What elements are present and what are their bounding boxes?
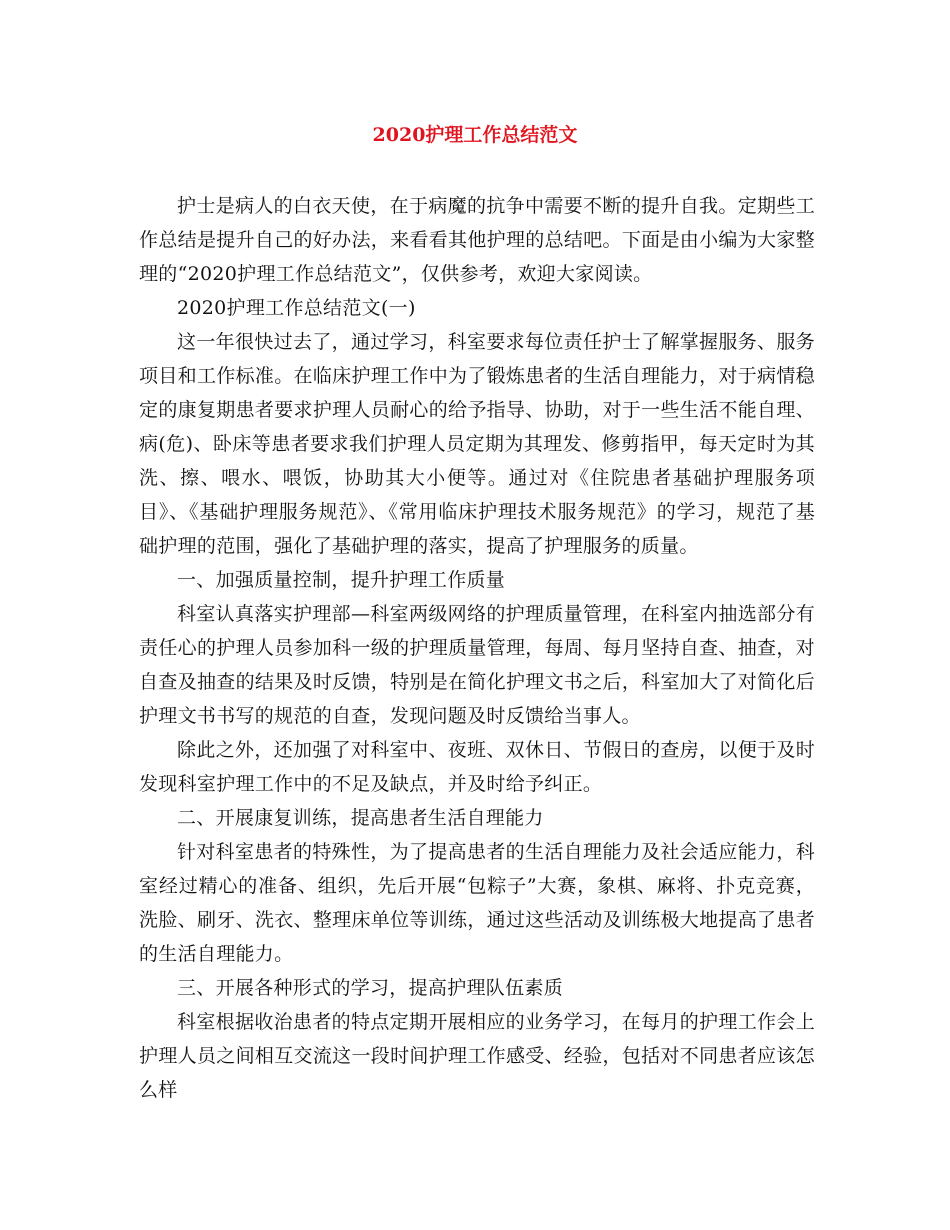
body-paragraph-ward-rounds: 除此之外，还加强了对科室中、夜班、双休日、节假日的查房，以便于及时发现科室护理工作中的不足及缺点，并及时给予纠正。 xyxy=(139,739,815,795)
document-body xyxy=(139,189,815,1107)
document-title: 2020护理工作总结范文 xyxy=(372,124,578,146)
section-heading-rehabilitation: 二、开展康复训练，提高患者生活自理能力 xyxy=(177,807,544,829)
body-paragraph-overview: 这一年很快过去了，通过学习，科室要求每位责任护士了解掌握服务、服务项目和工作标准。在临床护理工作中为了锻炼患者的生活自理能力，对于病情稳定的康复期患者要求护理人员耐心的给予指导、协助，对于一些生活不能自理、病(危)、卧床等患者要求我们护理人员定期为其理发、修剪指甲，每天定时为其洗、擦、喂水、喂饭，协助其大小便等。通过对《住院患者基础护理服务项目》、《基础护理服务规范》、《常用临床护理技术服务规范》的学习，规范了基础护理的范围，强化了基础护理的落实，提高了护理服务的质量。 xyxy=(139,331,815,557)
section-heading-learning: 三、开展各种形式的学习，提高护理队伍素质 xyxy=(177,977,564,999)
body-paragraph-rehabilitation: 针对科室患者的特殊性，为了提高患者的生活自理能力及社会适应能力，科室经过精心的准备、组织，先后开展“包粽子”大赛，象棋、麻将、扑克竞赛，洗脸、刷牙、洗衣、整理床单位等训练，通过这些活动及训练极大地提高了患者的生活自理能力。 xyxy=(139,841,815,965)
body-paragraph-quality-control: 科室认真落实护理部—科室两级网络的护理质量管理，在科室内抽选部分有责任心的护理人员参加科一级的护理质量管理，每周、每月坚持自查、抽查，对自查及抽查的结果及时反馈，特别是在简化护理文书之后，科室加大了对简化后护理文书书写的规范的自查，发现问题及时反馈给当事人。 xyxy=(139,603,815,727)
section-heading-part-one: 2020护理工作总结范文(一) xyxy=(177,297,416,319)
section-heading-quality-control: 一、加强质量控制，提升护理工作质量 xyxy=(177,569,506,591)
body-paragraph-learning: 科室根据收治患者的特点定期开展相应的业务学习，在每月的护理工作会上护理人员之间相互交流这一段时间护理工作感受、经验，包括对不同患者应该怎么样 xyxy=(139,1011,815,1101)
intro-paragraph: 护士是病人的白衣天使，在于病魔的抗争中需要不断的提升自我。定期些工作总结是提升自己的好办法，来看看其他护理的总结吧。下面是由小编为大家整理的“2020护理工作总结范文”，仅供参考，欢迎大家阅读。 xyxy=(139,195,815,285)
